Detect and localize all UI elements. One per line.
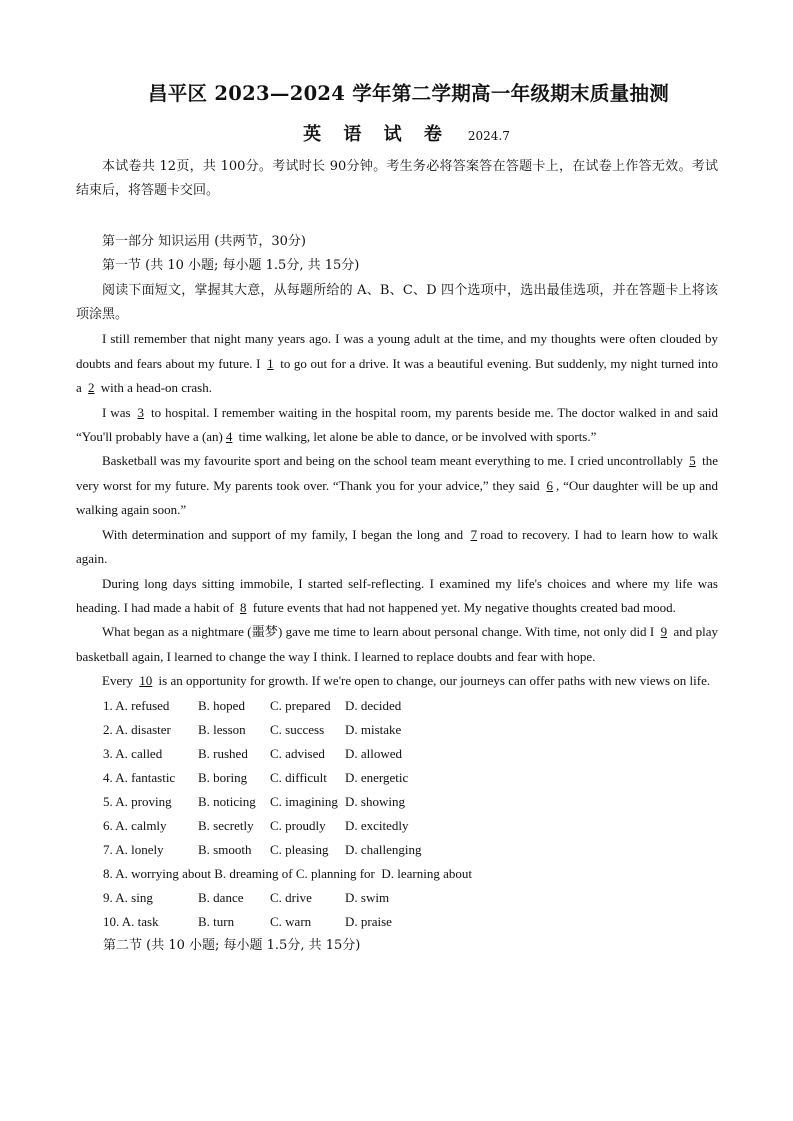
passage-paragraph: During long days sitting immobile, I started self-reflecting. I examined my life's choices and where my life was heading. I had made a habit of 8 future events that had not happened yet. My negative thoughts created bad mood. — [76, 575, 718, 615]
blank-7: 7 — [470, 526, 478, 542]
subject-title: 英 语 试 卷 — [303, 124, 450, 145]
blank-6: 6 — [546, 477, 553, 493]
option-row: 9. A. sing B. dance C. drive D. swim — [103, 890, 390, 906]
instruction-paragraph: 阅读下面短文，掌握其大意，从每题所给的 A、B、C、D 四个选项中，选出最佳选项，并在答题卡上将该项涂黑。 — [76, 282, 718, 323]
exam-subtitle — [0, 120, 793, 146]
passage-paragraph: Every 10 is an opportunity for growth. If we're open to change, our journeys can offer paths with new views on life. — [102, 673, 711, 689]
option-row: 7. A. lonely B. smooth C. pleasing D. challenging — [103, 842, 422, 858]
blank-1: 1 — [267, 355, 274, 371]
passage-paragraph: I was 3 to hospital. I remember waiting in the hospital room, my parents beside me. The doctor walked in and said “You'll probably have a (an) 4 time walking, let alone be able to dance, or be involved with sports.” — [76, 404, 719, 445]
blank-9: 9 — [660, 624, 668, 640]
part1-heading: 第一部分 知识运用 (共两节，30分) — [102, 233, 306, 249]
section1-heading: 第一节 (共 10 小题; 每小题 1.5分, 共 15分) — [102, 258, 360, 274]
blank-8: 8 — [240, 599, 247, 615]
options-list — [76, 694, 718, 935]
exam-body — [76, 155, 718, 959]
blank-2: 2 — [88, 380, 95, 396]
exam-date: 2024.7 — [467, 129, 510, 143]
option-row: 10. A. task B. turn C. warn D. praise — [103, 914, 392, 930]
blank-10: 10 — [139, 673, 153, 689]
passage-paragraph: What began as a nightmare (噩梦) gave me time to learn about personal change. With time, not only did I 9 and play basketball again, I learned to change the way I think. I learned to replace doubts and fear with hope. — [76, 624, 719, 664]
passage-paragraph: Basketball was my favourite sport and being on the school team meant everything to me. I cried uncontrollably 5 the very worst for my future. My parents took over. “Thank you for your advice,” they said 6 , “Our daughter will be up and walking again soon.” — [76, 453, 718, 518]
option-row: 5. A. proving B. noticing C. imagining D. showing — [103, 793, 405, 809]
blank-4: 4 — [225, 429, 233, 445]
intro-paragraph: 本试卷共 12页，共 100分。考试时长 90分钟。考生务必将答案答在答题卡上，在试卷上作答无效。考试结束后，将答题卡交回。 — [76, 159, 718, 199]
blank-3: 3 — [137, 404, 145, 420]
option-row: 2. A. disaster B. lesson C. success D. mistake — [103, 721, 402, 737]
option-row: 1. A. refused B. hoped C. prepared D. decided — [103, 697, 402, 713]
exam-title: 昌平区 2023—2024 学年第二学期高一年级期末质量抽测 — [147, 82, 670, 105]
section2-heading: 第二节 (共 10 小题; 每小题 1.5分, 共 15分) — [103, 938, 361, 954]
passage-paragraph: With determination and support of my family, I began the long and 7 road to recovery. I had to learn how to walk again. — [76, 526, 719, 567]
blank-5: 5 — [689, 453, 696, 469]
option-row: 6. A. calmly B. secretly C. proudly D. excitedly — [103, 818, 409, 833]
option-row: 3. A. called B. rushed C. advised D. allowed — [103, 745, 403, 761]
option-row: 4. A. fantastic B. boring C. difficult D. energetic — [103, 769, 409, 785]
option-row: 8. A. worrying about B. dreaming of C. planning for D. learning about — [103, 866, 473, 882]
passage-paragraph: I still remember that night many years ago. I was a young adult at the time, and my thoughts were often clouded by doubts and fears about my future. I 1 to go out for a drive. It was a beautiful evening. But suddenly, my night turned into a 2 with a head-on crash. — [76, 331, 719, 396]
